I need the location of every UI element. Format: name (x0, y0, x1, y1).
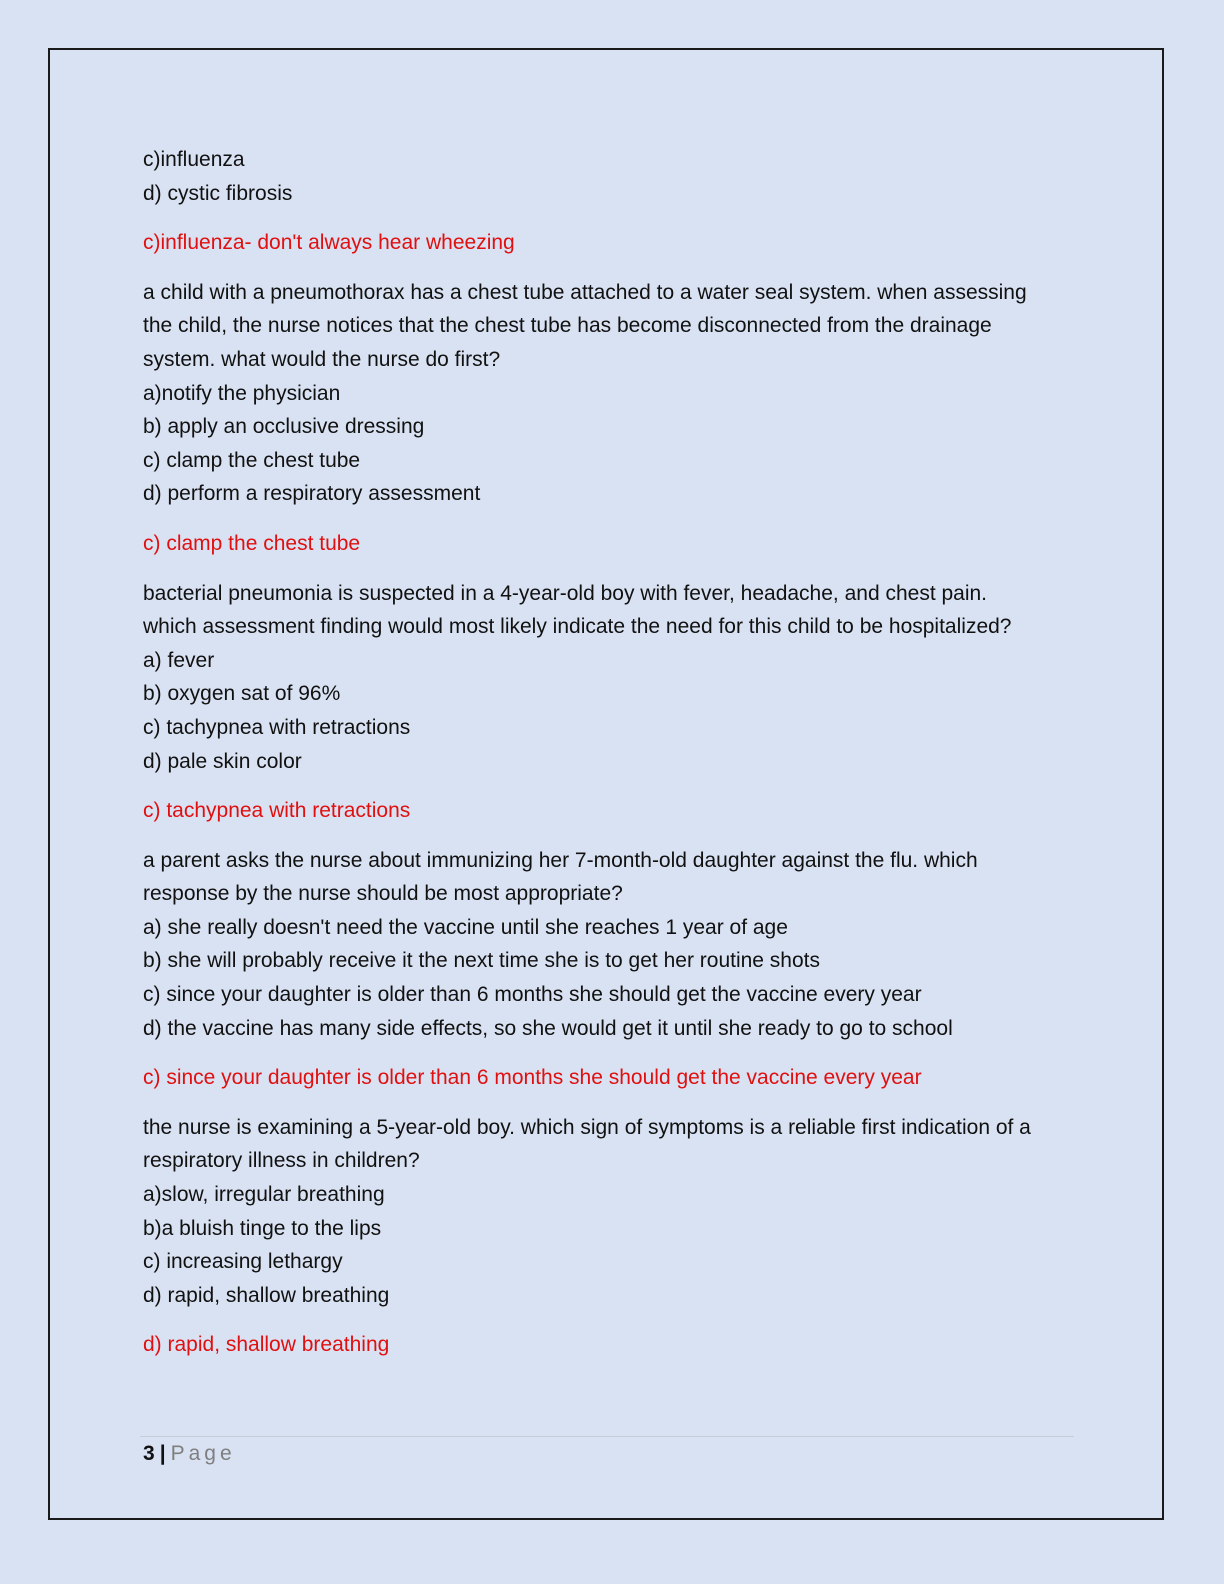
question-line: a parent asks the nurse about immunizing her 7-month-old daughter against the flu. which (143, 848, 978, 872)
option-line: c) increasing lethargy (143, 1250, 343, 1274)
answer-line: c)influenza- don't always hear wheezing (143, 231, 515, 255)
qa-block (143, 143, 1083, 276)
page-label: Page (170, 1442, 236, 1465)
qa-block (143, 577, 1083, 844)
option-line: d) pale skin color (143, 749, 302, 773)
option-line: d) the vaccine has many side effects, so she would get it until she ready to go to school (143, 1016, 953, 1040)
option-line: b)a bluish tinge to the lips (143, 1216, 382, 1240)
option-line: b) oxygen sat of 96% (143, 682, 341, 706)
option-line: d) cystic fibrosis (143, 181, 293, 205)
option-line: a)slow, irregular breathing (143, 1183, 385, 1207)
question-line: system. what would the nurse do first? (143, 347, 501, 371)
option-line: b) she will probably receive it the next time she is to get her routine shots (143, 949, 821, 973)
question-line: bacterial pneumonia is suspected in a 4-year-old boy with fever, headache, and chest pain. (143, 581, 988, 605)
footer-divider (140, 1436, 1074, 1437)
question-line: a child with a pneumothorax has a chest tube attached to a water seal system. when assessing (143, 280, 1027, 304)
option-line: d) rapid, shallow breathing (143, 1283, 390, 1307)
question-line: the nurse is examining a 5-year-old boy. which sign of symptoms is a reliable first indication of a (143, 1115, 1031, 1139)
option-line: c)influenza (143, 148, 245, 171)
answer-line: c) since your daughter is older than 6 months she should get the vaccine every year (143, 1066, 922, 1090)
option-line: b) apply an occlusive dressing (143, 415, 425, 439)
qa-block (143, 1111, 1083, 1362)
option-line: a) fever (143, 648, 215, 672)
footer-separator: | (159, 1442, 166, 1465)
document-body (143, 143, 1083, 1362)
answer-line: c) tachypnea with retractions (143, 799, 411, 823)
option-line: d) perform a respiratory assessment (143, 482, 481, 506)
question-line: respiratory illness in children? (143, 1149, 420, 1173)
question-line: the child, the nurse notices that the chest tube has become disconnected from the drainage (143, 314, 992, 338)
option-line: a)notify the physician (143, 381, 341, 405)
qa-block (143, 276, 1083, 577)
option-line: c) tachypnea with retractions (143, 715, 411, 739)
option-line: c) clamp the chest tube (143, 448, 361, 472)
page-number: 3 (143, 1442, 155, 1465)
answer-line: d) rapid, shallow breathing (143, 1333, 390, 1357)
answer-line: c) clamp the chest tube (143, 531, 361, 555)
question-line: response by the nurse should be most appropriate? (143, 882, 623, 906)
page-footer (143, 1440, 236, 1468)
option-line: c) since your daughter is older than 6 months she should get the vaccine every year (143, 983, 922, 1007)
option-line: a) she really doesn't need the vaccine until she reaches 1 year of age (143, 915, 788, 939)
question-line: which assessment finding would most likely indicate the need for this child to be hospitalized? (143, 615, 1012, 639)
qa-block (143, 844, 1083, 1111)
